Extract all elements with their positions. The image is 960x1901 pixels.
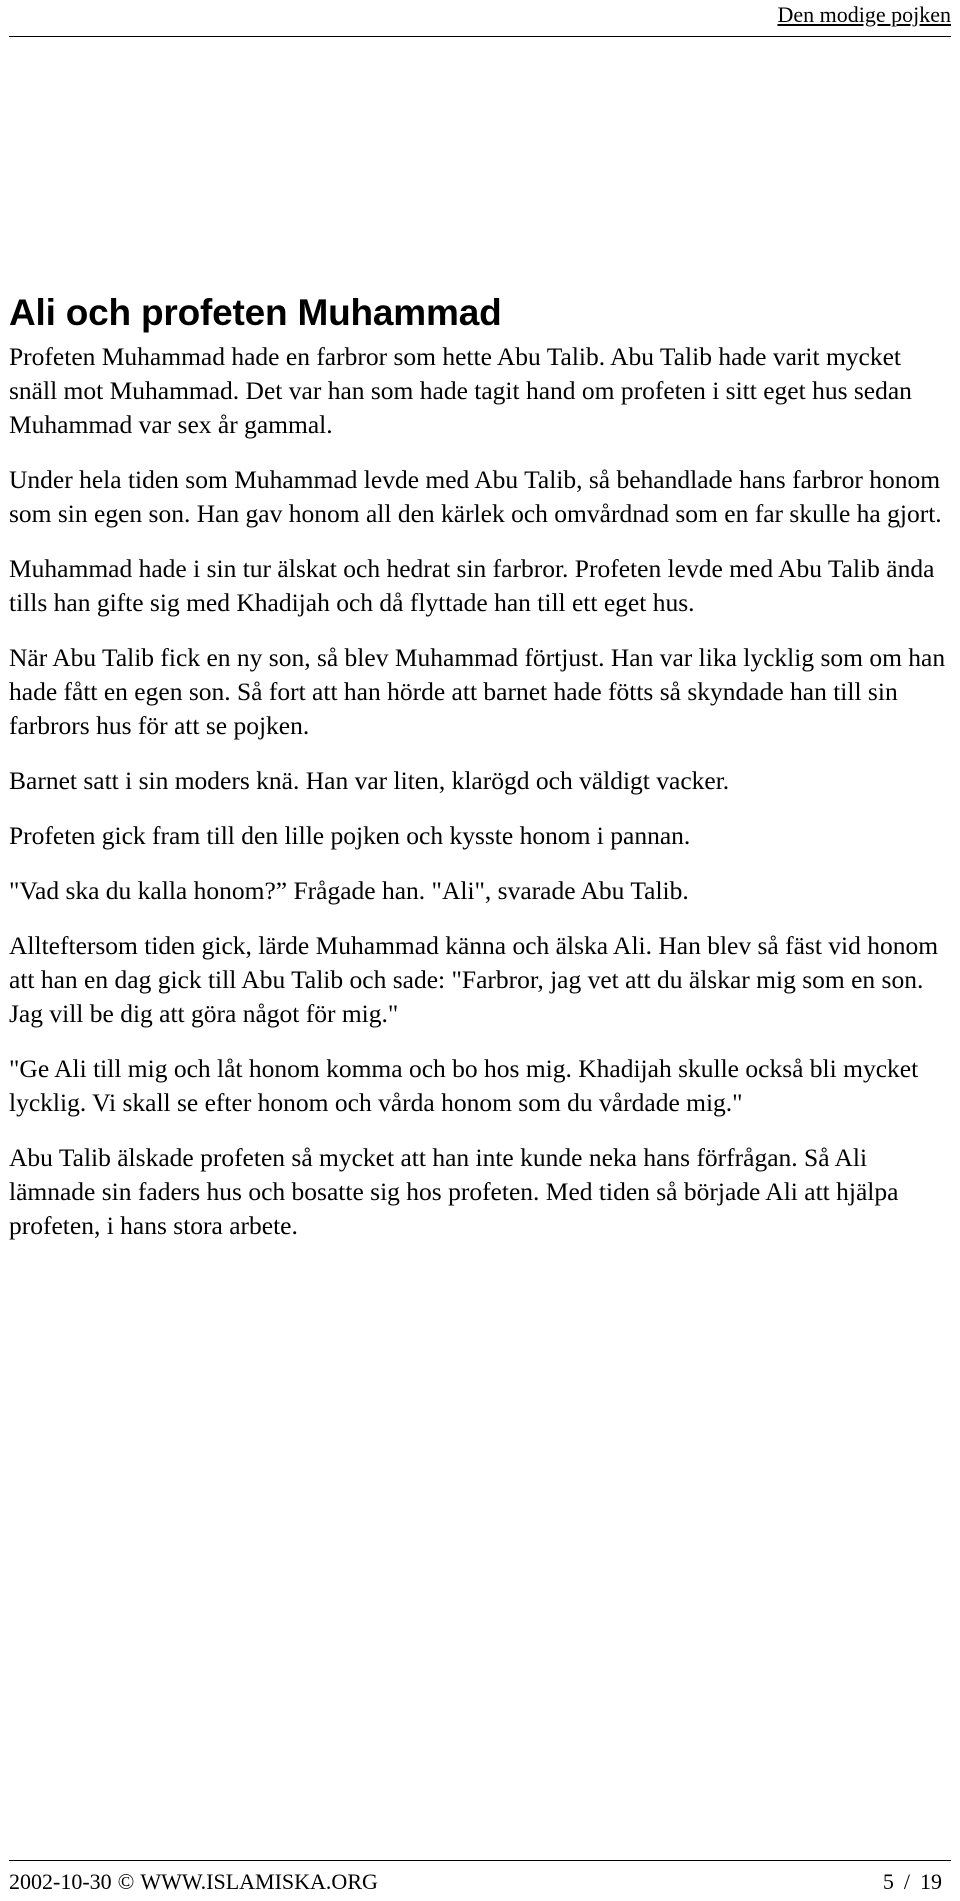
paragraph-3: Muhammad hade i sin tur älskat och hedrat sin farbror. Profeten levde med Abu Talib ända tills han gifte sig med Khadijah och då flyttade han till ett eget hus. xyxy=(9,554,935,617)
header-divider xyxy=(9,36,951,37)
paragraph-2: Under hela tiden som Muhammad levde med Abu Talib, så behandlade hans farbror honom som sin egen son. Han gav honom all den kärlek och omvårdnad som en far skulle ha gjort. xyxy=(9,465,942,528)
paragraph-6: Profeten gick fram till den lille pojken och kysste honom i pannan. xyxy=(9,821,691,850)
page-total: 19 xyxy=(920,1869,942,1894)
footer-divider xyxy=(9,1860,951,1861)
copyright-icon: © xyxy=(117,1869,135,1894)
paragraph-4: När Abu Talib fick en ny son, så blev Muhammad förtjust. Han var lika lycklig som om han hade fått en egen son. Så fort att han hörde att barnet hade fötts så skyndade han till sin farbrors hus för att se pojken. xyxy=(9,643,946,740)
paragraph-8: Allteftersom tiden gick, lärde Muhammad känna och älska Ali. Han blev så fäst vid honom att han en dag gick till Abu Talib och sade: "Farbror, jag vet att du älskar mig som en son. Jag vill be dig att göra något för mig." xyxy=(9,931,939,1028)
page-number xyxy=(883,1867,942,1897)
paragraph-10: Abu Talib älskade profeten så mycket att han inte kunde neka hans förfrågan. Så Ali lämnade sin faders hus och bosatte sig hos profeten. Med tiden så började Ali att hjälpa profeten, i hans stora arbete. xyxy=(9,1143,899,1240)
page-footer xyxy=(9,1867,951,1897)
paragraph-1: Profeten Muhammad hade en farbror som hette Abu Talib. Abu Talib hade varit mycket snäll mot Muhammad. Det var han som hade tagit hand om profeten i sitt eget hus sedan Muhammad var sex år gammal. xyxy=(9,342,912,439)
footer-site: WWW.ISLAMISKA.ORG xyxy=(140,1869,378,1894)
article-body xyxy=(9,290,954,1264)
article-title: Ali och profeten Muhammad xyxy=(9,292,502,333)
paragraph-9: "Ge Ali till mig och låt honom komma och bo hos mig. Khadijah skulle också bli mycket lycklig. Vi skall se efter honom och vårda honom som du vårdade mig." xyxy=(9,1054,919,1117)
running-header: Den modige pojken xyxy=(777,2,951,27)
footer-date: 2002-10-30 xyxy=(9,1869,112,1894)
paragraph-7: "Vad ska du kalla honom?” Frågade han. "Ali", svarade Abu Talib. xyxy=(9,876,689,905)
footer-left xyxy=(9,1867,378,1897)
page-current: 5 xyxy=(882,1869,894,1894)
page-separator: / xyxy=(903,1869,910,1894)
paragraph-5: Barnet satt i sin moders knä. Han var liten, klarögd och väldigt vacker. xyxy=(9,766,730,795)
